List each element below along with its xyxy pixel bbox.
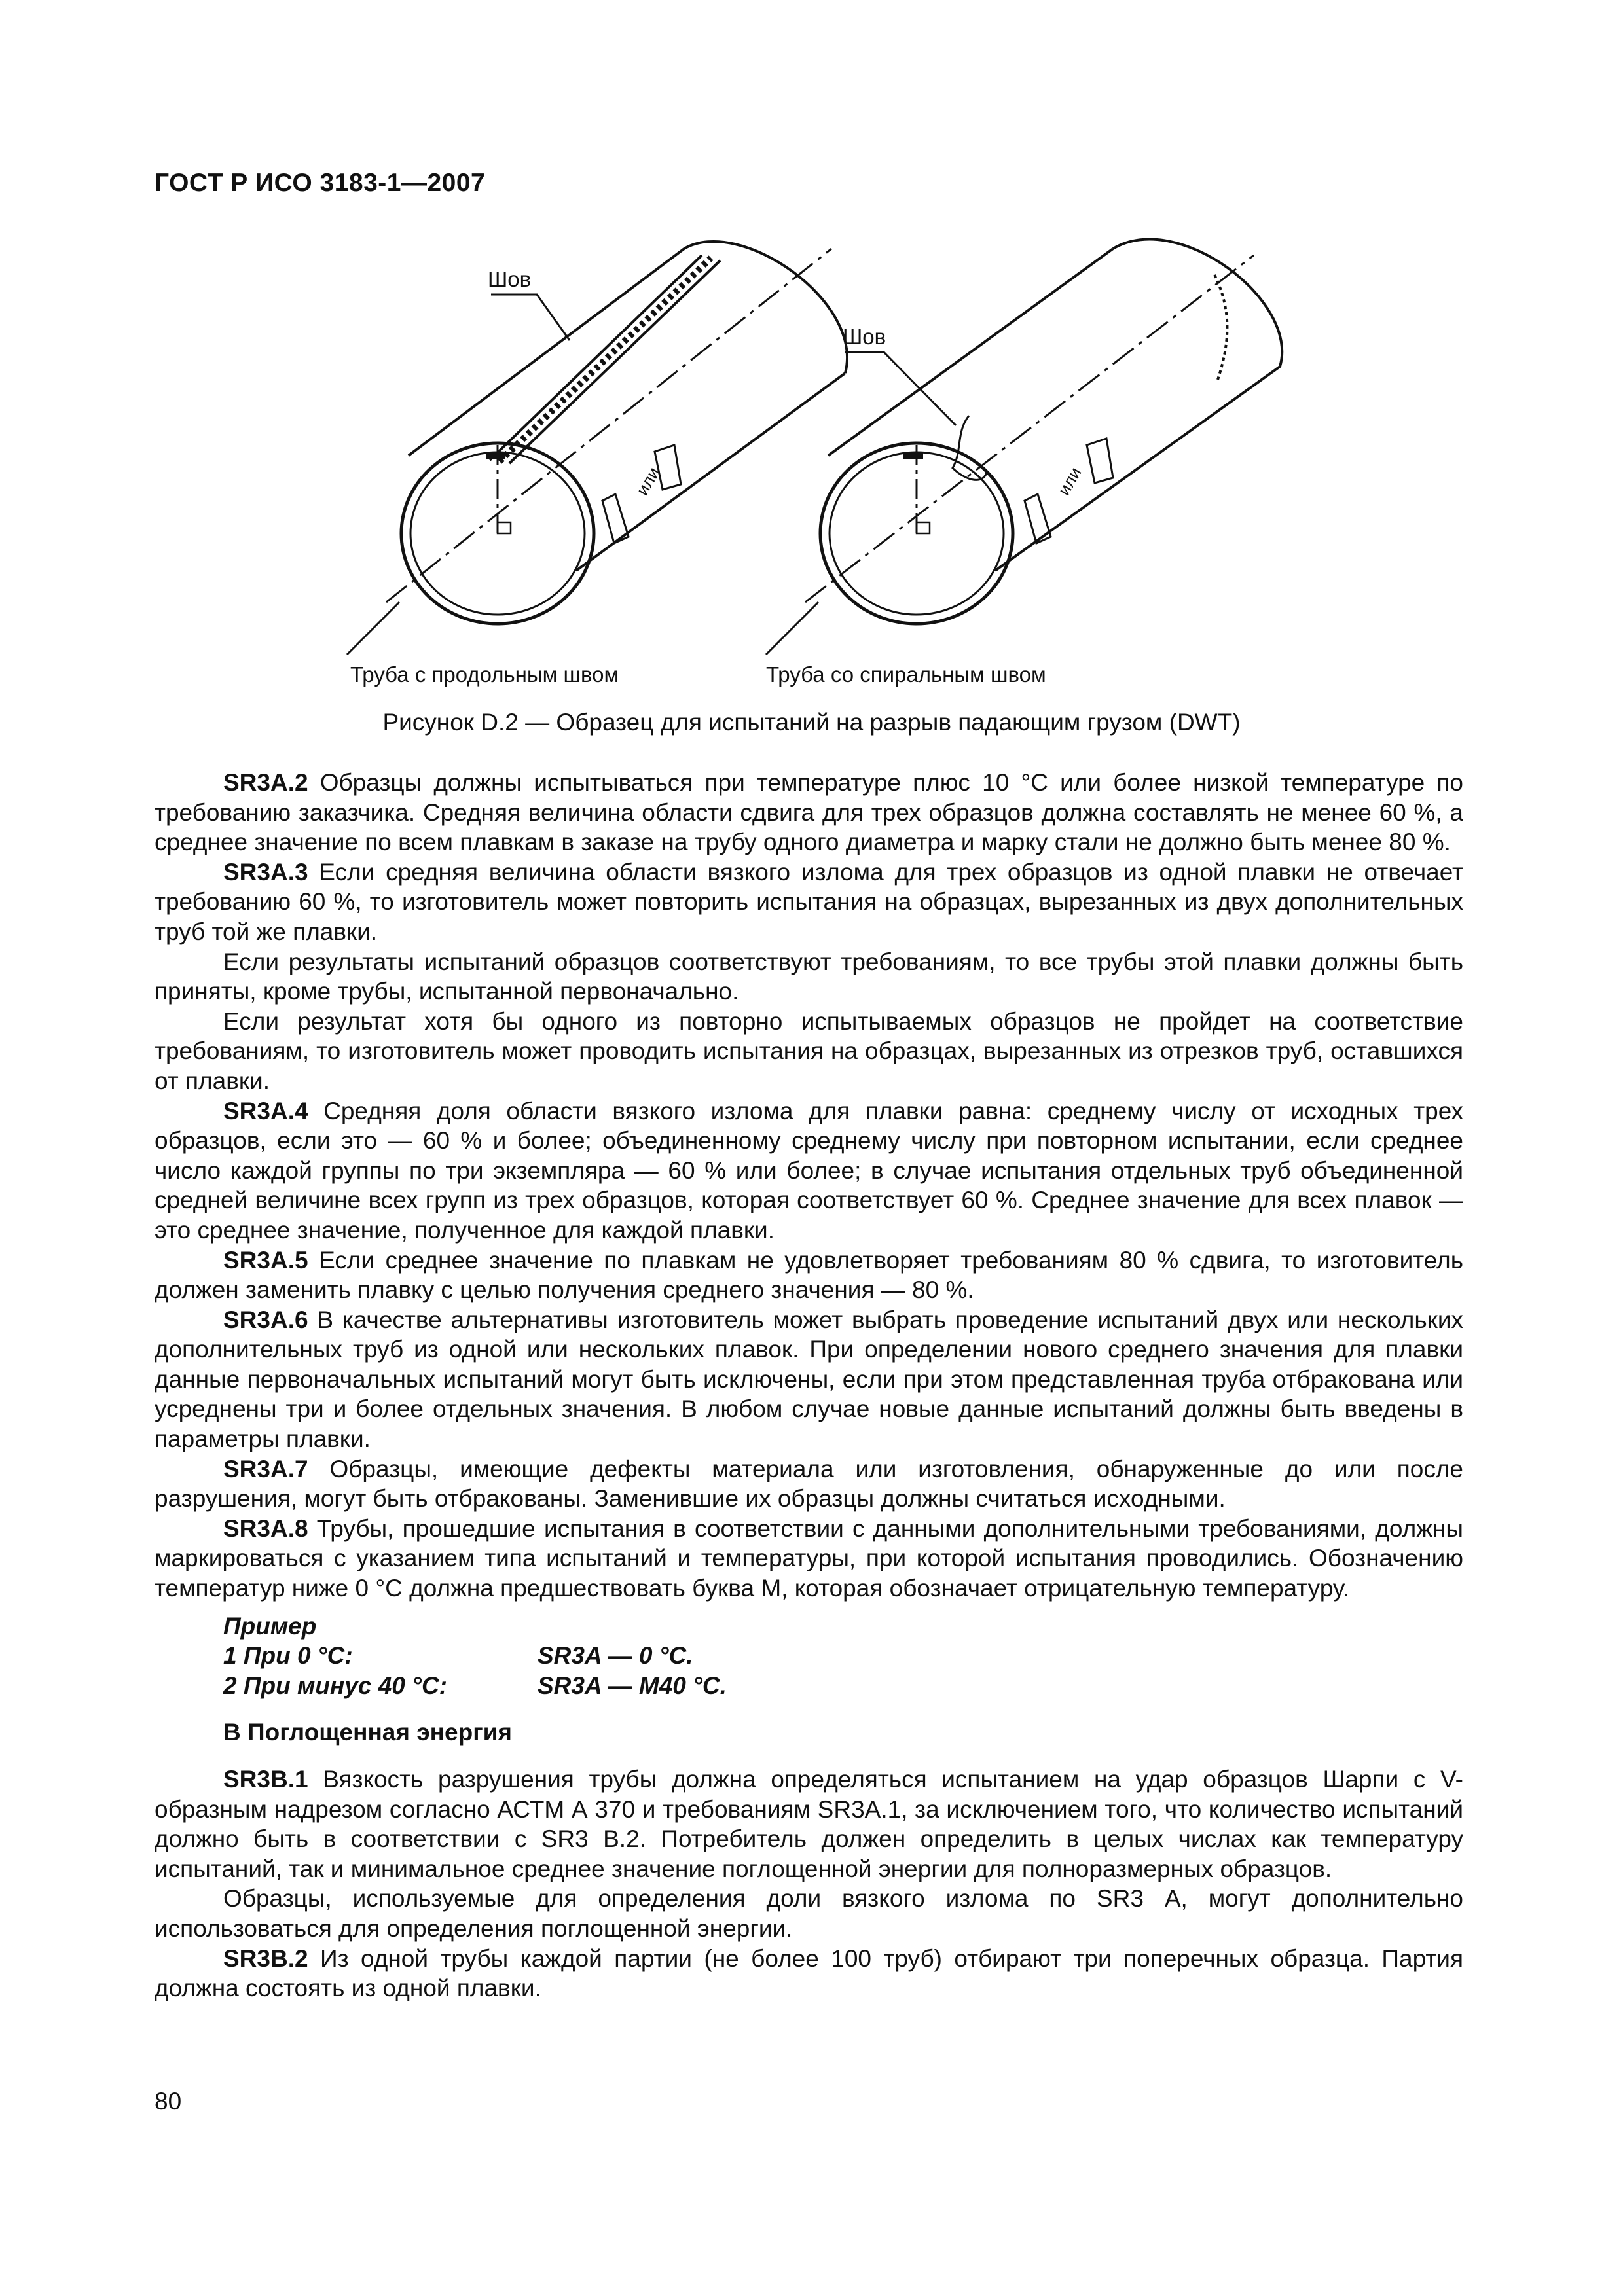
body-text: [155, 768, 1463, 2003]
paragraph: SR3A.5 Если среднее значение по плавкам не удовлетворяет требованиям 80 % сдвига, то изготовитель должен заменить плавку с целью получения среднего значения — 80 %.: [155, 1246, 1463, 1304]
seam-callout-left: Шов: [488, 267, 532, 291]
example-row: 1 При 0 °С: SR3A — 0 °С.: [223, 1642, 693, 1670]
figure-right-label: Труба со спиральным швом: [766, 662, 1046, 687]
seam-callout-right: Шов: [843, 325, 886, 349]
paragraph: Образцы, используемые для определения доли вязкого излома по SR3 А, могут дополнительно использоваться для определения поглощенной энергии.: [155, 1885, 1463, 1942]
page-header: ГОСТ Р ИСО 3183-1—2007: [155, 169, 486, 197]
paragraph: Если результаты испытаний образцов соответствуют требованиям, то все трубы этой плавки должны быть приняты, кроме трубы, испытанной первоначально.: [155, 948, 1463, 1005]
pipe-diagram: [0, 236, 1623, 707]
paragraph: SR3A.8 Трубы, прошедшие испытания в соответствии с данными дополнительными требованиями, должны маркироваться с указанием типа испытаний и температуры, при которой испытания проводились. Обозначению температур ниже 0 °С должна предшествовать буква М, которая обозначает отрицательную температуру.: [155, 1515, 1463, 1602]
figure-d2: [0, 236, 1623, 707]
figure-left-label: Труба с продольным швом: [350, 662, 619, 687]
page-number: 80: [155, 2088, 182, 2115]
paragraph: SR3A.7 Образцы, имеющие дефекты материала или изготовления, обнаруженные до или после разрушения, могут быть отбракованы. Заменившие их образцы должны считаться исходными.: [155, 1455, 1463, 1513]
paragraph: SR3A.2 Образцы должны испытываться при температуре плюс 10 °С или более низкой температуре по требованию заказчика. Средняя величина области сдвига для трех образцов должна составлять не менее 60 %, а среднее значение по всем плавкам в заказе на трубу одного диаметра и марку стали не должно быть менее 80 %.: [155, 769, 1463, 856]
paragraph: SR3B.2 Из одной трубы каждой партии (не более 100 труб) отбирают три поперечных образца. Партия должна состоять из одной плавки.: [155, 1945, 1463, 2002]
spiral-pipe: [766, 240, 1282, 655]
or-label-right: или: [1053, 463, 1085, 499]
paragraph: SR3A.3 Если средняя величина области вязкого излома для трех образцов из одной плавки не отвечает требованию 60 %, то изготовитель может повторить испытания на образцах, вырезанных из двух дополнительных труб той же плавки.: [155, 858, 1463, 945]
example-block: [223, 1611, 1463, 1701]
longitudinal-pipe: [347, 242, 847, 655]
paragraph: SR3A.6 В качестве альтернативы изготовитель может выбрать проведение испытаний двух или нескольких дополнительных труб из одной или нескольких плавок. При определении нового среднего значения для плавки данные первоначальных испытаний могут быть исключены, если при этом представленная труба отбракована или усреднены три и более отдельных значения. В любом случае новые данные испытаний должны быть введены в параметры плавки.: [155, 1306, 1463, 1453]
paragraph: SR3A.4 Средняя доля области вязкого излома для плавки равна: среднему числу от исходных трех образцов, если это — 60 % и более; объединенному среднему числу при повторном испытании, если среднее число каждой группы по три экземпляра — 60 % или более; в случае испытания отдельных труб объединенной средней величине всех групп из трех образцов, которая соответствует 60 %. Среднее значение для всех плавок — это среднее значение, полученное для каждой плавки.: [155, 1097, 1463, 1244]
figure-caption: Рисунок D.2 — Образец для испытаний на разрыв падающим грузом (DWT): [382, 709, 1241, 736]
example-title: Пример: [223, 1612, 317, 1640]
paragraph: SR3B.1 Вязкость разрушения трубы должна определяться испытанием на удар образцов Шарпи с V-образным надрезом согласно АСТМ А 370 и требованиям SR3A.1, за исключением того, что количество испытаний должно быть в соответствии с SR3 В.2. Потребитель должен определить в целых числах как температуру испытаний, так и минимальное среднее значение поглощенной энергии для полноразмерных образцов.: [155, 1766, 1463, 1882]
paragraph: Если результат хотя бы одного из повторно испытываемых образцов не пройдет на соответствие требованиям, то изготовитель может проводить испытания на образцах, вырезанных из отрезков труб, оставшихся от плавки.: [155, 1007, 1463, 1094]
section-heading: В Поглощенная энергия: [223, 1719, 512, 1746]
example-row: 2 При минус 40 °С: SR3A — M40 °С.: [223, 1672, 727, 1699]
or-label-left: или: [632, 463, 664, 499]
